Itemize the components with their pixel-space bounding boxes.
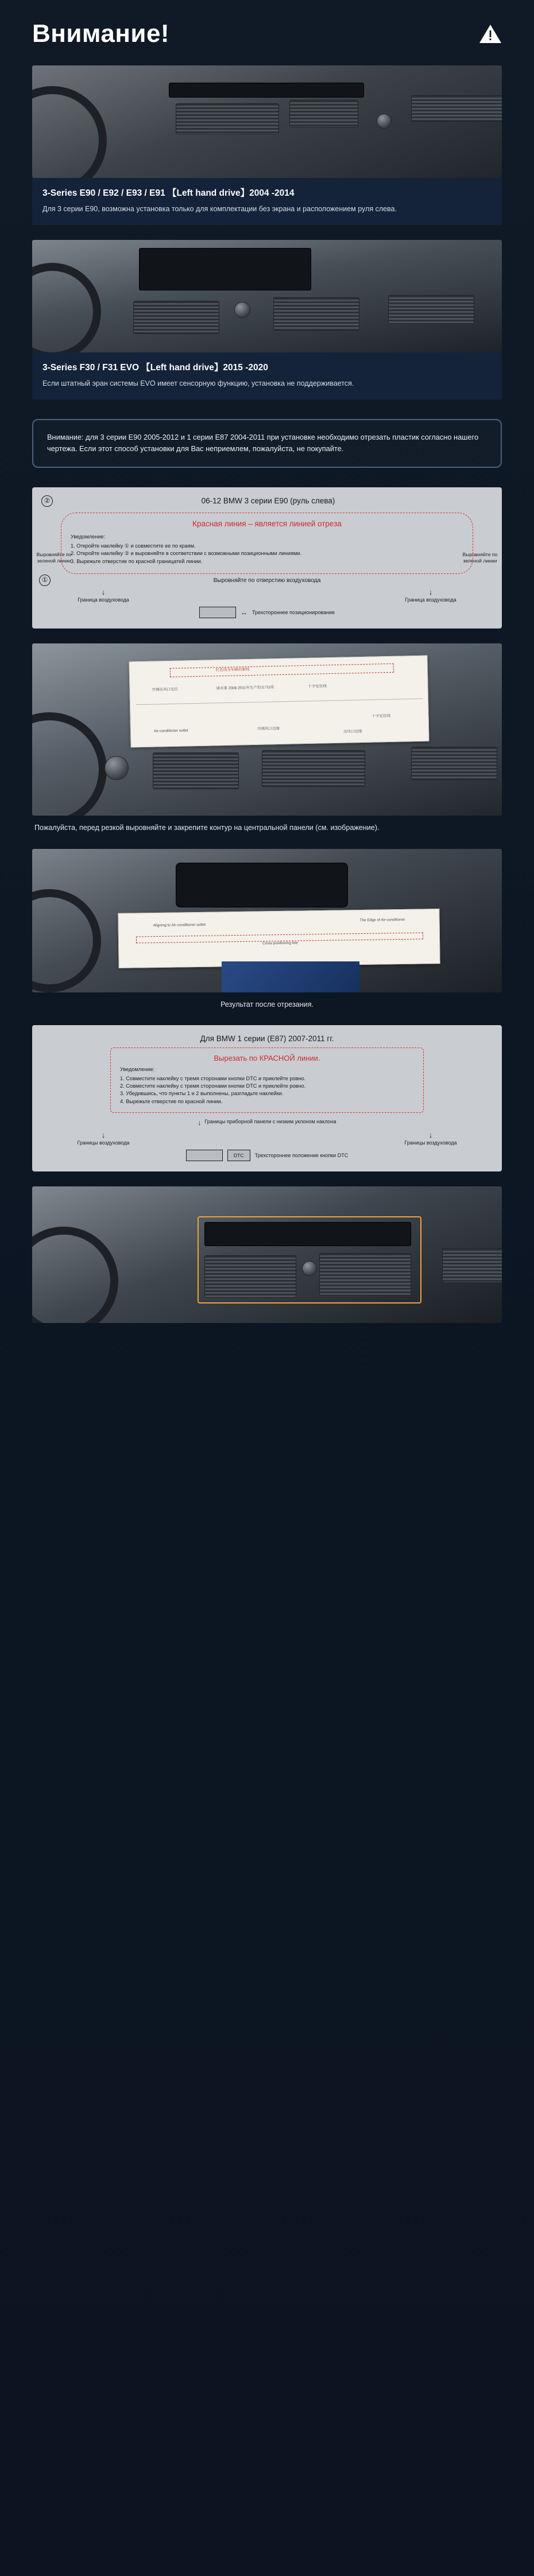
duct-right-label <box>396 588 465 603</box>
positioning-block-shape <box>199 607 236 618</box>
sticker-small-3: 出风口边缘 <box>343 730 362 734</box>
air-vent-right <box>411 747 497 780</box>
air-vent-right <box>273 297 359 331</box>
photo-card-e87 <box>32 1186 502 1323</box>
air-vent-far-right <box>442 1248 502 1283</box>
caption-text: Если штатный эран системы EVO имеет сенсорную функцию, установка не поддерживается. <box>42 379 354 387</box>
dtc-positioning-label: Трехстороннее положение кнопки DTC <box>254 1153 349 1159</box>
align-green-line-right-label: Выровняйте по зеленой линии <box>462 551 498 564</box>
step-number-one-badge: ① <box>39 575 51 586</box>
air-vent-center <box>289 100 358 127</box>
cut-template-diagram-e87 <box>32 1025 502 1171</box>
evo-screen <box>139 248 311 290</box>
notice-item-4: 4. Вырежьте отверстие по красной линии. <box>120 1098 223 1104</box>
notice-item-3: 3. Вырежьте отверстие по красной границатей линии. <box>71 558 203 564</box>
caption-text: Для 3 серии Е90, возможна установка только для комплектации без экрана и расположением руля слева. <box>42 205 397 213</box>
cutting-template-paper <box>129 655 429 748</box>
duct-boundary-row <box>41 1131 493 1146</box>
dtc-positioning-row <box>41 1150 493 1161</box>
warning-triangle-icon <box>479 24 502 44</box>
template-guide-line <box>136 699 423 705</box>
red-line-title: Вырезать по КРАСНОЙ линии. <box>214 1054 320 1063</box>
template-red-line <box>170 664 394 677</box>
notice-item-2: 2. Откройте наклейку ② и выровняйте в соответствии с возможными позиционными линиями. <box>71 550 301 557</box>
red-line-title: Красная линия – является линией отреза <box>192 519 342 528</box>
duct-left-text: Границы воздуховода <box>77 1140 130 1146</box>
orange-highlight-frame <box>198 1216 421 1303</box>
photo-card-result <box>32 849 502 1011</box>
caption-title: 3-Series F30 / F31 EVO 【Left hand drive】2015 -2020 <box>42 362 268 373</box>
sticker-line-2: The Edge of Air-conditioner <box>359 917 405 922</box>
step-number-badge: ② <box>41 495 53 507</box>
warning-notice-box <box>32 419 502 468</box>
bmw-f30-evo-dashboard-photo <box>32 240 502 352</box>
three-way-positioning-label: Трехстороннее позиционирование <box>251 610 335 616</box>
caption-title: 3-Series E90 / E92 / E93 / E91 【Left hand drive】2004 -2014 <box>42 188 295 198</box>
dtc-button-block: DTC <box>227 1150 250 1161</box>
diagram-notice-list <box>69 533 465 565</box>
photo-note-result: Результат после отрезания. <box>220 1000 314 1008</box>
align-duct-hole-text: Выровняйте по отверстию воздуховода <box>213 577 321 584</box>
dashboard-with-template-taped-photo <box>32 643 502 816</box>
arrow-down-icon: ↓ <box>101 587 106 596</box>
arrow-down-icon: ↓ <box>428 587 433 596</box>
caption-f30 <box>32 352 502 399</box>
arrow-down-icon: ↓ <box>101 1131 106 1140</box>
red-cut-outline <box>110 1048 424 1113</box>
notice-text: Внимание: для 3 серии E90 2005-2012 и 1 серии E87 2004-2011 при установке необходимо отрезать пластик согласно нашего чертежа. Если этот способ установки для Вас неприемлем, пожалуйста, не покупайте. <box>47 432 479 453</box>
blue-cloth-area <box>222 961 359 992</box>
steering-wheel-shape <box>32 263 101 352</box>
diagram-notice-list <box>119 1066 415 1105</box>
notice-item-3: 3. Убедившись, что пункты 1 и 2 выполнены, разгладьте наклейки. <box>120 1091 284 1097</box>
diagram-header <box>41 495 493 507</box>
photo-note-align: Пожалуйста, перед резкой выровняйте и закрепите контур на центральной панели (см. изображение). <box>34 824 380 832</box>
air-vent-right <box>411 95 502 122</box>
bmw-e90-dashboard-photo <box>32 65 502 178</box>
control-knob <box>105 756 129 780</box>
arrow-down-icon: ↓ <box>428 1131 433 1140</box>
notice-heading: Уведомление: <box>71 534 106 540</box>
arrow-left-right-icon: ↔ <box>240 608 247 617</box>
duct-left-label <box>69 1131 138 1146</box>
steering-wheel-shape <box>32 86 107 178</box>
notice-item-1: 1. Откройте наклейку ① и совместите ее по краям. <box>71 542 196 549</box>
notice-heading: Уведомление: <box>120 1066 155 1073</box>
steering-wheel-shape <box>32 1227 118 1323</box>
sticker-small-1: Air-conditioner outlet <box>153 728 188 734</box>
dash-panel-boundary-row <box>41 1119 493 1127</box>
page-header <box>0 0 534 65</box>
sticker-warning-text: 红色线为车辆切割线 <box>215 668 250 673</box>
diagram-title: Для BMW 1 серии (E87) 2007-2011 гг. <box>200 1034 334 1043</box>
notice-item-2: 2. Совместите наклейку с тремя сторонами кнопки DTC и приклейте ровно. <box>120 1083 306 1089</box>
dash-opening <box>176 863 348 907</box>
positioning-block-shape <box>186 1150 223 1161</box>
air-vent-center <box>262 750 365 787</box>
sticker-small-2: 空调风口边缘 <box>257 727 280 732</box>
duct-boundary-row <box>41 588 493 603</box>
caption-e90 <box>32 178 502 225</box>
duct-right-text: Граница воздуховода <box>405 597 456 603</box>
duct-left-text: Граница воздуховода <box>78 597 129 603</box>
sticker-line-1: Aligning to Air-conditioner outlet <box>153 922 206 928</box>
sticker-line-2: 请对准 2006-2011年生产的宝马3系 <box>216 685 274 691</box>
sticker-line-3: 十字定位线 <box>308 684 327 689</box>
hazard-button <box>234 302 250 318</box>
bmw-e87-dashboard-photo <box>32 1186 502 1323</box>
air-vent-left <box>153 752 239 789</box>
model-block-f30 <box>0 240 534 399</box>
dash-trim <box>169 83 364 98</box>
duct-left-label <box>69 588 138 603</box>
sticker-line-3: Cross positioning line <box>262 941 298 946</box>
sticker-line-4: 十字定位线 <box>372 714 391 719</box>
dashboard-after-cutting-photo <box>32 849 502 992</box>
dash-panel-boundary-label: Границы приборной панели с низким уклоном наклона <box>204 1119 336 1125</box>
air-vent-left <box>176 103 279 134</box>
air-vent-far-right <box>388 295 474 324</box>
photo-card-align <box>32 643 502 834</box>
model-block-e90 <box>0 65 534 225</box>
duct-right-text: Границы воздуховода <box>404 1140 457 1146</box>
red-cut-outline <box>61 513 473 574</box>
diagram-title: 06-12 BMW 3 серии E90 (руль слева) <box>201 496 335 506</box>
air-vent-left <box>133 301 219 334</box>
cut-template-diagram-e90 <box>32 487 502 629</box>
steering-wheel-shape <box>32 712 107 816</box>
control-knob <box>377 114 392 129</box>
duct-right-label <box>396 1131 465 1146</box>
three-way-positioning-row <box>41 607 493 618</box>
steering-wheel-shape <box>32 889 101 992</box>
align-green-line-left-label: Выровняйте по зеленой линии <box>36 551 72 564</box>
arrow-down-icon: ↓ <box>198 1119 202 1127</box>
page-title: Внимание! <box>32 20 170 48</box>
notice-item-1: 1. Совместите наклейку с тремя сторонами кнопки DTC и приклейте ровно. <box>120 1075 306 1081</box>
sticker-line-1: 空调出风口定位 <box>152 687 179 692</box>
cutting-template-paper <box>118 909 440 968</box>
